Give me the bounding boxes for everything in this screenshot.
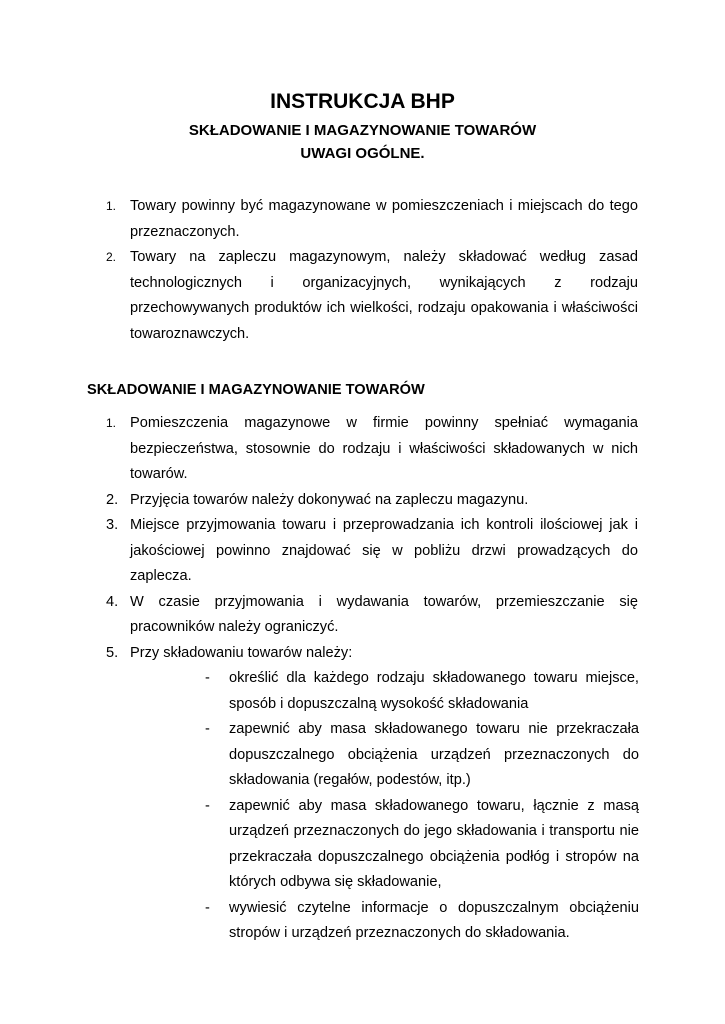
item-text: Przyjęcia towarów należy dokonywać na zapleczu magazynu.: [130, 491, 529, 508]
list-item: [106, 488, 638, 514]
general-notes-heading: UWAGI OGÓLNE.: [300, 145, 425, 162]
document-title: INSTRUKCJA BHP: [270, 90, 455, 113]
list-item: [106, 641, 639, 947]
item-number: 3.: [106, 517, 119, 533]
storage-requirements-sublist: [205, 666, 639, 947]
list-item: [106, 411, 638, 488]
dash-bullet: -: [205, 670, 210, 686]
item-text: Towary na zapleczu magazynowym, należy składować według zasad technologicznych i organizacyjnych, wynikających z rodzaju przechowywanych produktów ich wielkości, rodzaju opakowania i właściwości towaroznawczych.: [130, 249, 638, 342]
item-text: Pomieszczenia magazynowe w firmie powinny spełniać wymagania bezpieczeństwa, stosownie do rodzaju i właściwości składowanych w nich towarów.: [130, 415, 638, 482]
sublist-item: [205, 794, 639, 896]
item-number: 1.: [106, 199, 117, 213]
storage-rules-list: [106, 411, 639, 947]
item-text: Miejsce przyjmowania towaru i przeprowadzania ich kontroli ilościowej jak i jakościowej powinno znajdować się w pobliżu drzwi prowadzących do zaplecza.: [130, 517, 638, 584]
general-notes-list: [106, 194, 638, 347]
sublist-item-text: określić dla każdego rodzaju składowanego towaru miejsce, sposób i dopuszczalną wysokość składowania: [229, 670, 639, 712]
list-item: [106, 513, 638, 590]
document-subtitle: SKŁADOWANIE I MAGAZYNOWANIE TOWARÓW: [188, 122, 537, 139]
section-heading: SKŁADOWANIE I MAGAZYNOWANIE TOWARÓW: [87, 382, 425, 398]
item-number: 2.: [106, 250, 117, 264]
dash-bullet: -: [205, 797, 210, 814]
item-text: Przy składowaniu towarów należy:: [130, 644, 353, 661]
dash-bullet: -: [205, 899, 210, 916]
item-text: W czasie przyjmowania i wydawania towarów, przemieszczanie się pracowników należy ograniczyć.: [130, 593, 638, 635]
list-item: [106, 245, 638, 347]
list-item: [106, 590, 638, 641]
item-text: Towary powinny być magazynowane w pomieszczeniach i miejscach do tego przeznaczonych.: [130, 198, 638, 240]
sublist-item-text: zapewnić aby masa składowanego towaru, łącznie z masą urządzeń przeznaczonych do jego składowania i transportu nie przekraczała dopuszczalnego obciążenia podłóg i stropów na których odbywa się składowanie,: [229, 797, 639, 890]
sublist-item: [205, 717, 639, 794]
item-number: 5.: [106, 644, 119, 661]
list-item: [106, 194, 638, 245]
sublist-item: [205, 896, 639, 947]
sublist-item-text: wywiesić czytelne informacje o dopuszczalnym obciążeniu stropów i urządzeń przeznaczonych do składowania.: [229, 899, 639, 941]
item-number: 1.: [106, 416, 117, 430]
sublist-item: [205, 666, 639, 717]
sublist-item-text: zapewnić aby masa składowanego towaru nie przekraczała dopuszczalnego obciążenia urządzeń przeznaczonych do składowania (regałów, podestów, itp.): [229, 721, 639, 788]
item-number: 2.: [106, 491, 119, 508]
item-number: 4.: [106, 593, 119, 610]
dash-bullet: -: [205, 721, 210, 737]
